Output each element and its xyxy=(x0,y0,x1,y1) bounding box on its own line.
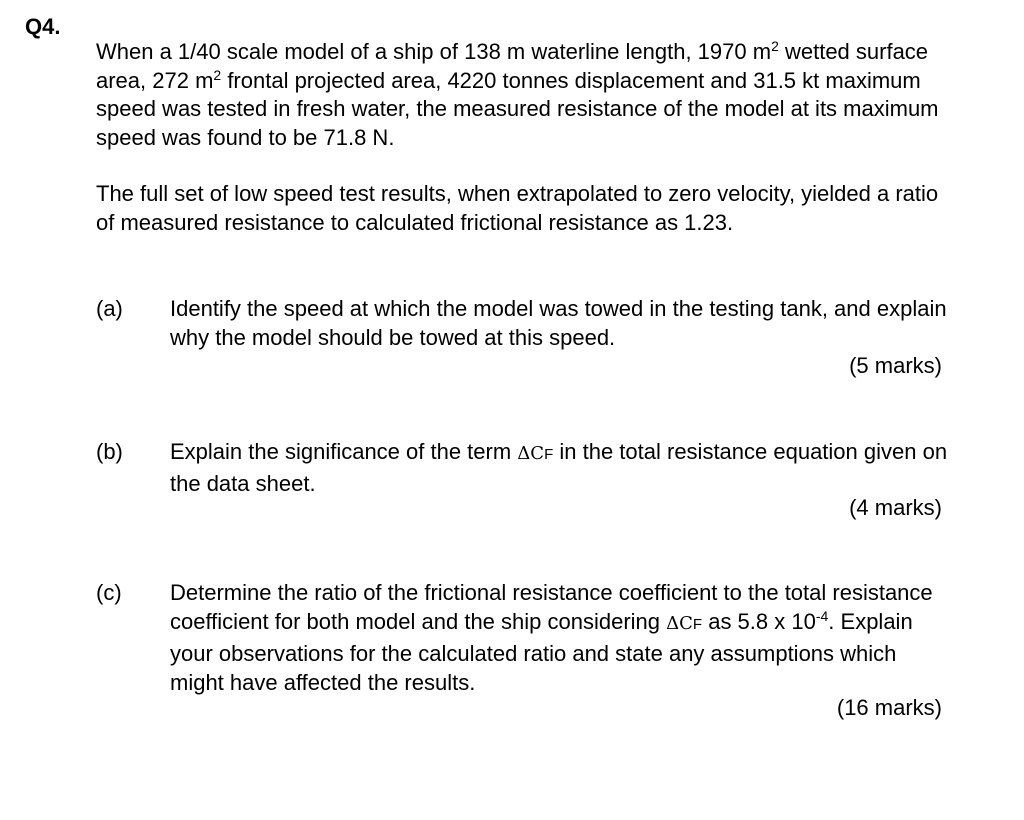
part-c-label: (c) xyxy=(96,580,122,605)
low-speed-paragraph: The full set of low speed test results, when extrapolated to zero velocity, yielded a ratio of measured resistance to calculated frictional resistance as 1.23. xyxy=(96,181,939,235)
intro-text-2: wetted surface area, 272 m xyxy=(96,39,929,93)
part-b-marks: (4 marks) xyxy=(849,495,942,520)
part-c-text xyxy=(170,578,956,697)
part-c-text-2: as 5.8 x 10 xyxy=(702,609,816,634)
intro-text-1: When a 1/40 scale model of a ship of 138 m waterline length, 1970 m xyxy=(96,39,772,64)
intro-paragraph xyxy=(96,38,956,152)
part-b-text-1: Explain the significance of the term xyxy=(170,439,518,464)
part-b-text xyxy=(170,437,956,498)
part-a-label: (a) xyxy=(96,296,123,321)
part-b-text-2: in the total resistance equation given on the data sheet. xyxy=(170,439,948,496)
part-c-text-3: . Explain your observations for the calculated ratio and state any assumptions which might have affected the results. xyxy=(170,609,913,695)
delta-cf-symbol: ΔC xyxy=(517,443,545,464)
superscript-squared: 2 xyxy=(771,38,779,54)
intro-text-3: frontal projected area, 4220 tonnes displacement and 31.5 kt maximum speed was tested in fresh water, the measured resistance of the model at its maximum speed was found to be 71.8 N. xyxy=(96,67,939,150)
part-a-text: Identify the speed at which the model was towed in the testing tank, and explain why the model should be towed at this speed. xyxy=(170,296,947,350)
superscript-squared: 2 xyxy=(213,66,222,83)
question-number: Q4. xyxy=(25,14,61,39)
delta-cf-subscript: F xyxy=(692,616,703,633)
superscript-exponent: -4 xyxy=(815,608,829,624)
delta-cf-symbol: ΔC xyxy=(666,613,693,634)
part-c-text-1: Determine the ratio of the frictional resistance coefficient to the total resistance coefficient for both model and the ship considering xyxy=(170,580,933,634)
part-b xyxy=(96,437,956,498)
delta-cf-subscript: F xyxy=(544,446,554,463)
part-b-label: (b) xyxy=(96,439,123,464)
part-c-marks: (16 marks) xyxy=(836,695,942,720)
part-c xyxy=(96,578,956,697)
part-a xyxy=(96,294,956,352)
part-a-marks: (5 marks) xyxy=(849,353,942,378)
